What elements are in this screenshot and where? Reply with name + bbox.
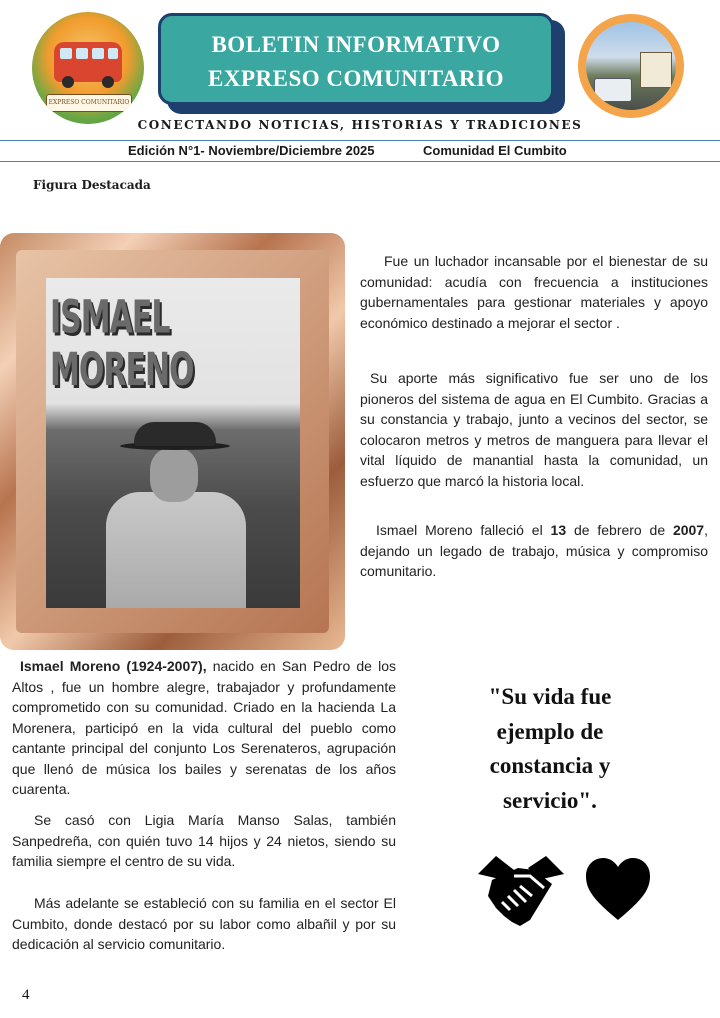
hat-icon [134,422,216,446]
tagline: CONECTANDO NOTICIAS, HISTORIAS Y TRADICIONES [137,118,583,132]
portrait-photo [46,278,300,608]
newsletter-title-banner [158,13,554,105]
bus-wheel [102,76,114,88]
bus-window [76,48,88,59]
community-photo-badge [578,14,684,118]
right-paragraph-3 [360,520,708,582]
pull-quote: "Su vida fue ejemplo de constancia y servicio". [488,684,612,813]
heart-icon [584,856,652,922]
newsletter-logo-left [32,12,144,124]
title-line-2: EXPRESO COMUNITARIO [208,66,504,91]
p3-post: , dejando un legado de trabajo, música y compromiso comunitario. [360,522,708,579]
p1-rest: nacido en San Pedro de los Altos , fue un hombre alegre, trabajador y profundamente comprometido con su comunidad. Criado en la hacienda La Morenera, participó en la vida cultural del pueblo como cantante principal del conjunto Los Serenateros, agrupación que llenó de música los bailes y serenatas de los años cuarenta. [12,658,396,797]
person-face [150,448,198,502]
death-day: 13 [550,522,567,538]
divider-top [0,140,720,141]
page-number: 4 [22,987,30,1003]
bus-window [92,48,104,59]
logo-ribbon-text: EXPRESO COMUNITARIO [46,94,132,112]
community-sign [640,52,672,88]
left-paragraph-3: Más adelante se estableció con su familia en el sector El Cumbito, donde destacó por su labor como albañil y por su dedicación al servicio comunitario. [12,895,396,952]
bus-window [60,48,72,59]
photo-caption-text: ISMAEL MORENO [50,292,194,397]
title-line-1: BOLETIN INFORMATIVO [211,32,501,57]
edition-info: Edición N°1- Noviembre/Diciembre 2025 [128,143,375,158]
bus-photo [594,78,632,102]
handshake-icon [474,846,568,932]
community-photo [586,22,676,110]
death-year: 2007 [672,522,705,538]
bus-window [108,48,118,59]
right-paragraph-2: Su aporte más significativo fue ser uno de los pioneros del sistema de agua en El Cumbito. Gracias a su constancia y trabajo, junto a vecinos del sector, se colocaron metros y metros de manguera para llevar el vital líquido de manantial hasta la comunidad, un esfuerzo que marcó la historia local. [360,370,708,489]
right-paragraph-1: Fue un luchador incansable por el bienestar de su comunidad: acudía con frecuencia a instituciones gubernamentales para gestionar materiales y apoyo económico destinado a mejorar el sector . [360,253,708,331]
bus-wheel [62,76,74,88]
section-label: Figura Destacada [33,178,151,192]
p3-pre: Ismael Moreno falleció el [376,522,551,538]
divider-bottom [0,161,720,162]
community-name: Comunidad El Cumbito [423,143,567,158]
subject-name: Ismael Moreno (1924-2007), [20,658,207,674]
left-paragraph-2: Se casó con Ligia María Manso Salas, también Sanpedreña, con quién tuvo 14 hijos y 24 nietos, siendo su familia siempre el centro de su vida. [12,812,396,869]
left-paragraph-1 [12,656,396,800]
p3-mid: de febrero de [566,522,673,538]
bus-illustration [54,42,122,82]
person-body [106,492,246,608]
